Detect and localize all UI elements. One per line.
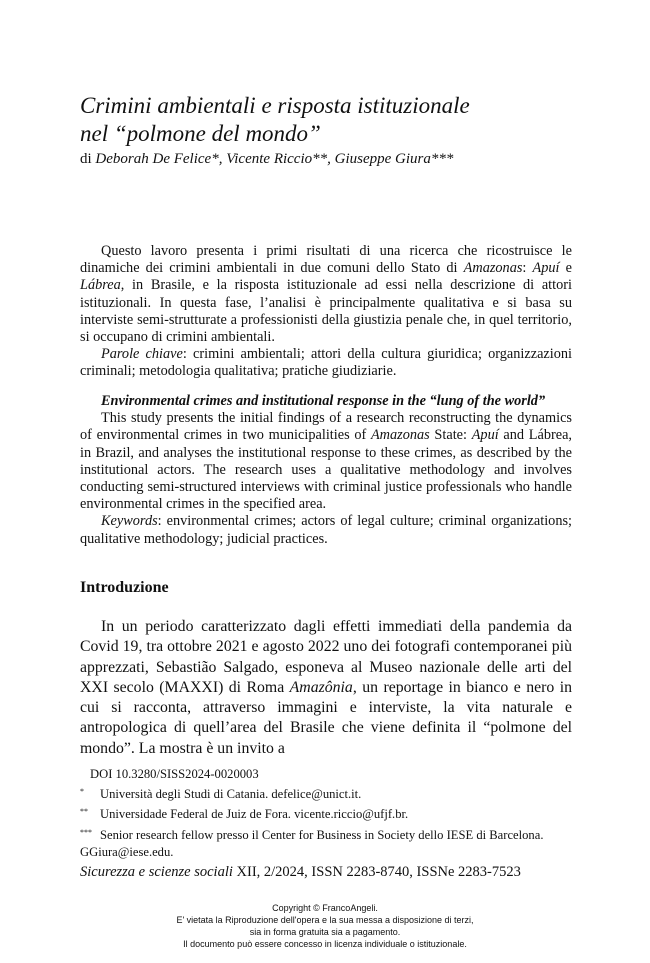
abstract-italian [80, 243, 572, 381]
doi: DOI 10.3280/SISS2024-0020003 [90, 767, 259, 781]
footnote-1: * Università degli Studi di Catania. defelice@unict.it. [80, 787, 362, 802]
footnote-3: *** Senior research fellow presso il Center for Business in Society dello IESE di Barcelona. GGiura@iese.edu. [80, 827, 544, 859]
title-line-2: nel “polmone del mondo” [80, 121, 321, 146]
abstract-english [80, 393, 572, 548]
introduction-paragraph: In un periodo caratterizzato dagli effetti immediati della pandemia da Covid 19, tra ottobre 2021 e agosto 2022 uno dei fotografi contemporanei più apprezzati, Sebastião Salgado, esponeva al Museo nazionale delle arti del XXI secolo (MAXXI) di Roma Amazônia, un reportage in bianco e nero in cui si racconta, attraverso immagini e interviste, la vita naturale e antropologica di quell’area del Brasile che viene definita il “polmone del mondo”. La mostra è un invito a [80, 618, 572, 757]
abstract-en-text: This study presents the initial findings of a research reconstructing the dynamics of environmental crimes in two municipalities of Amazonas State: Apuí and Lábrea, in Brazil, and analyses the institutional response to these crimes, as described by the institutional actors. The research uses a qualitative methodology and involves conducting semi-structured interviews with criminal justice professionals who handle environmental crimes in the specified area. [80, 410, 572, 513]
author-names: Deborah De Felice*, Vicente Riccio**, Giuseppe Giura*** [95, 151, 454, 167]
introduction-body [80, 617, 572, 759]
copyright-line-2: E' vietata la Riproduzione dell'opera e la sua messa a disposizione di terzi, [176, 915, 474, 925]
abstract-it-keywords: Parole chiave: crimini ambientali; attori della cultura giuridica; organizzazioni criminali; metodologia qualitativa; pratiche giudiziarie. [80, 346, 572, 380]
title-line-1: Crimini ambientali e risposta istituzionale [80, 93, 470, 118]
journal-citation [80, 863, 521, 881]
author-line [80, 150, 453, 168]
copyright-notice [0, 902, 650, 950]
article-title [80, 92, 600, 148]
footnote-2: ** Universidade Federal de Juiz de Fora. vicente.riccio@ufjf.br. [80, 807, 409, 822]
footnotes [80, 766, 572, 861]
author-prefix: di [80, 151, 96, 167]
abstract-en-keywords: Keywords: environmental crimes; actors of legal culture; criminal organizations; qualitative methodology; judicial practices. [80, 513, 572, 547]
abstract-en-heading: Environmental crimes and institutional response in the “lung of the world” [101, 393, 546, 409]
copyright-line-4: Il documento può essere concesso in licenza individuale o istituzionale. [183, 939, 467, 949]
journal-details: XII, 2/2024, ISSN 2283-8740, ISSNe 2283-7523 [232, 864, 521, 880]
journal-name: Sicurezza e scienze sociali [80, 864, 233, 880]
abstract-it-text: Questo lavoro presenta i primi risultati di una ricerca che ricostruisce le dinamiche dei crimini ambientali in due comuni dello Stato di Amazonas: Apuí e Lábrea, in Brasile, e la risposta istituzionale ad essi nella descrizione di attori istituzionali. In questa fase, l’analisi è principalmente qualitativa e si basa su interviste semi-strutturate a professionisti della giustizia penale che, in quel territorio, si occupano di crimini ambientali. [80, 243, 573, 346]
section-heading: Introduzione [80, 579, 169, 596]
copyright-line-3: sia in forma gratuita sia a pagamento. [249, 927, 401, 937]
copyright-line-1: Copyright © FrancoAngeli. [272, 903, 378, 913]
